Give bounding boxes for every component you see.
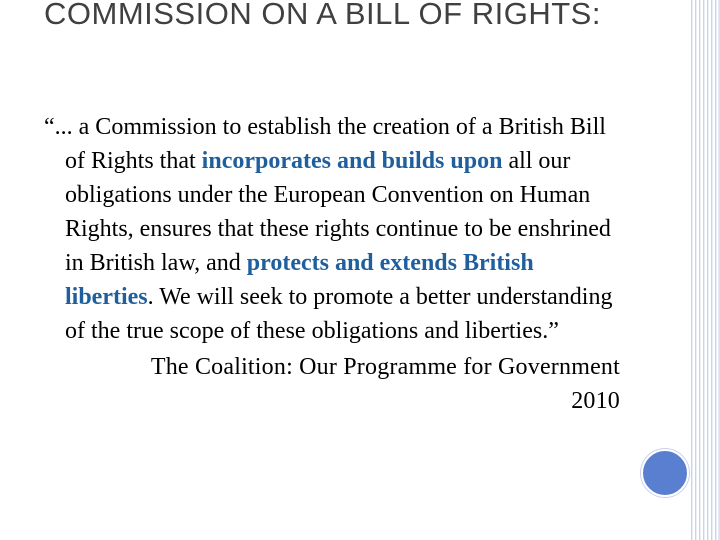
quote-part-2: all our obligations under the European Convention on Human Rights, ensures that these rights continue to be enshrined in British law, and bbox=[65, 148, 611, 276]
stripe-line bbox=[711, 0, 712, 540]
quote-text bbox=[44, 110, 624, 348]
quote-highlight-1: incorporates and builds upon bbox=[201, 148, 503, 174]
decorative-stripes bbox=[690, 0, 720, 540]
quote-highlight-2: protects and extends British liberties bbox=[65, 250, 534, 310]
stripe-line bbox=[699, 0, 700, 540]
stripe-line bbox=[691, 0, 692, 540]
slide-title: COMMISSION ON A BILL OF RIGHTS: bbox=[44, 0, 601, 31]
stripe-line bbox=[707, 0, 708, 540]
slide-body bbox=[44, 110, 624, 418]
attribution bbox=[44, 350, 624, 418]
stripe-line bbox=[703, 0, 704, 540]
attribution-source: The Coalition: Our Programme for Government bbox=[150, 354, 620, 380]
quote-part-3: . We will seek to promote a better understanding of the true scope of these obligations and liberties.” bbox=[65, 284, 613, 344]
stripe-line bbox=[695, 0, 696, 540]
attribution-year: 2010 bbox=[571, 388, 620, 414]
stripe-line bbox=[715, 0, 716, 540]
decorative-circle bbox=[641, 449, 689, 497]
quote-part-1: “... a Commission to establish the creation of a British Bill of Rights that bbox=[44, 114, 606, 174]
